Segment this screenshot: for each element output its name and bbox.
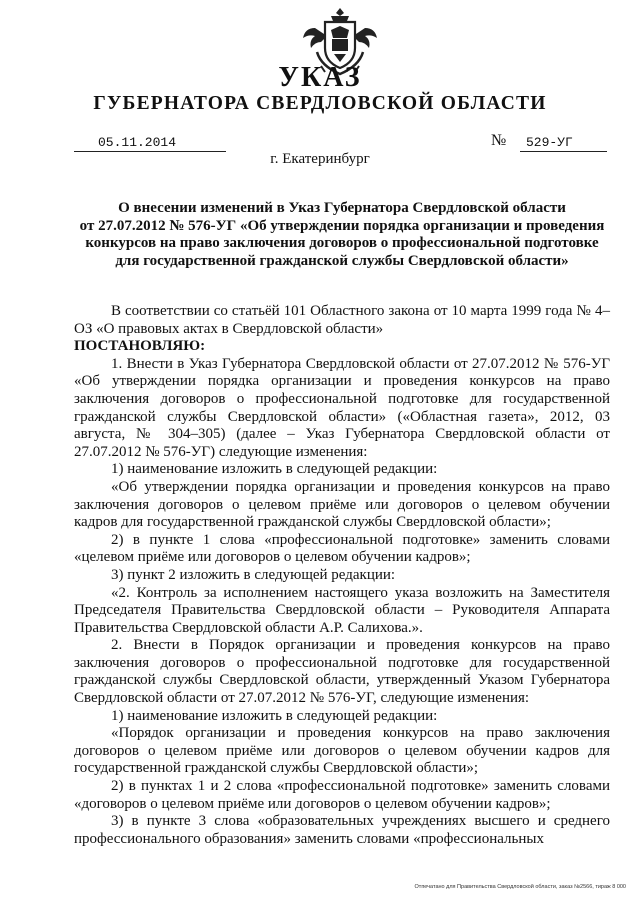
paragraph: 1) наименование изложить в следующей редакции: bbox=[111, 707, 438, 724]
subject-line: от 27.07.2012 № 576-УГ «Об утверждении порядка организации и проведения bbox=[79, 217, 605, 234]
subject-line: для государственной гражданской службы Свердловской области» bbox=[115, 252, 569, 269]
document-number: 529-УГ bbox=[520, 135, 607, 152]
document-body bbox=[74, 303, 610, 848]
resolve-heading: ПОСТАНОВЛЯЮ: bbox=[74, 338, 206, 355]
document-title: УКАЗ bbox=[278, 62, 362, 93]
document-date: 05.11.2014 bbox=[74, 135, 226, 152]
paragraph: 1. Внести в Указ Губернатора Свердловской области от 27.07.2012 № 576-УГ «Об утверждении порядка организации и проведения конкурсов на право заключения договоров о профессиональной подготовке для государственной гражданской службы Свердловской области» («Областная газета», 2012, 03 августа, № 304–305) (далее – Указ Губернатора Свердловской области от 27.07.2012 № 576-УГ) следующие изменения: bbox=[74, 355, 610, 460]
paragraph: «2. Контроль за исполнением настоящего указа возложить на Заместителя Председателя Правительства Свердловской области – Руководителя Аппарата Правительства Свердловской области А.Р. Салихова.». bbox=[74, 584, 610, 636]
paragraph: 2. Внести в Порядок организации и проведения конкурсов на право заключения договоров о профессиональной подготовке для государственной гражданской службы Свердловской области, утвержденный Указом Губернатора Свердловской области от 27.07.2012 № 576-УГ, следующие изменения: bbox=[74, 637, 610, 707]
subject-line: конкурсов на право заключения договоров о профессиональной подготовке bbox=[85, 235, 599, 252]
preamble: В соответствии со статьёй 101 Областного закона от 10 марта 1999 года № 4–ОЗ «О правовых актах в Свердловской области» bbox=[74, 303, 610, 337]
paragraph: «Порядок организации и проведения конкурсов на право заключения договоров о целевом приёме или договоров о целевом обучении кадров для государственной гражданской службы Свердловской области»; bbox=[74, 725, 610, 777]
paragraph: 2) в пункте 1 слова «профессиональной подготовке» заменить словами «целевом приёме или договоров о целевом обучении кадров»; bbox=[74, 531, 610, 566]
paragraph: «Об утверждении порядка организации и проведения конкурсов на право заключения договоров о целевом приёме или договоров о целевом обучении кадров для государственной гражданской службы Свердловской области»; bbox=[74, 478, 610, 531]
paragraph: 2) в пунктах 1 и 2 слова «профессиональной подготовке» заменить словами «договоров о целевом приёме или договоров о целевом обучении кадров»; bbox=[74, 778, 610, 812]
subject-line: О внесении изменений в Указ Губернатора Свердловской области bbox=[118, 200, 566, 216]
number-label: № bbox=[491, 132, 507, 149]
document-subtitle: ГУБЕРНАТОРА СВЕРДЛОВСКОЙ ОБЛАСТИ bbox=[93, 93, 547, 114]
paragraph: 3) в пункте 3 слова «образовательных учреждениях высшего и среднего профессионального образования» заменить словами «профессиональных bbox=[74, 813, 610, 847]
paragraph: 1) наименование изложить в следующей редакции: bbox=[111, 461, 438, 478]
paragraph: 3) пункт 2 изложить в следующей редакции: bbox=[111, 566, 396, 583]
print-note: Отпечатано для Правительства Свердловской области, заказ №2566, тираж 8 000 bbox=[414, 884, 626, 890]
document-subject bbox=[72, 200, 612, 270]
city-name: г. Екатеринбург bbox=[270, 151, 370, 167]
